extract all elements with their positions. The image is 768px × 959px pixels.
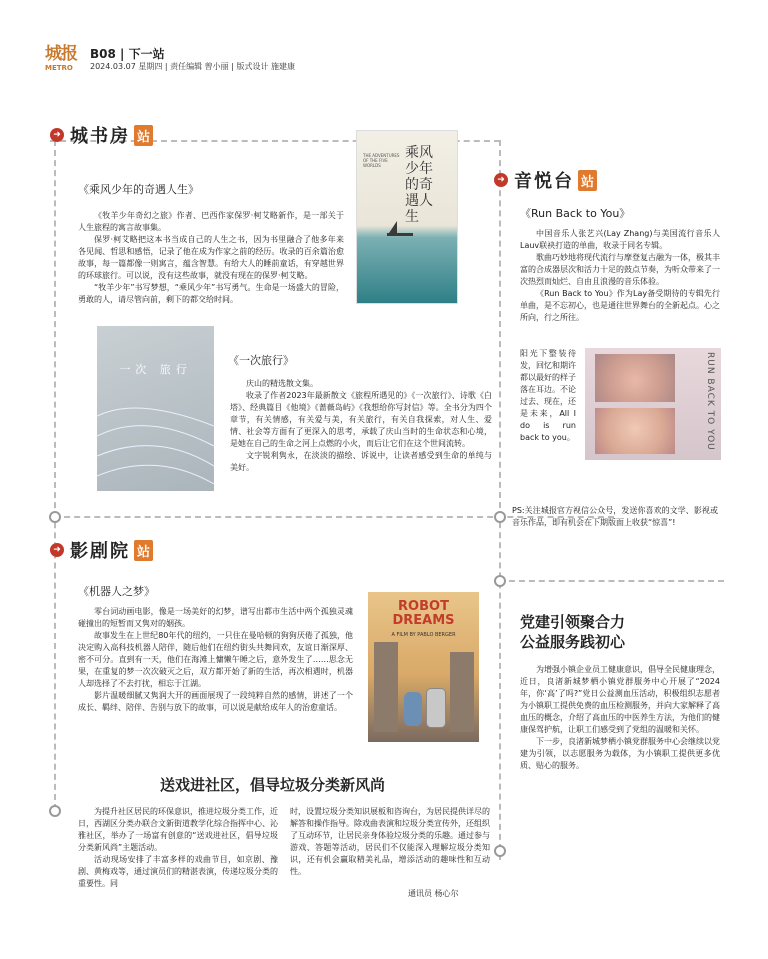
book-title: 《乘风少年的奇遇人生》 xyxy=(78,183,199,196)
building-silhouette xyxy=(450,652,474,732)
section-title: 音悦台 xyxy=(514,171,574,192)
route-line-right xyxy=(499,580,724,582)
building-silhouette xyxy=(374,642,398,732)
route-line-mid xyxy=(499,140,501,860)
film-title: 《机器人之梦》 xyxy=(78,585,155,598)
route-node xyxy=(494,511,506,523)
route-node xyxy=(49,511,61,523)
arrow-right-icon: ➜ xyxy=(50,128,64,142)
newspaper-logo xyxy=(45,44,85,74)
cover-cn-title: 乘风少年的奇遇人生 xyxy=(405,145,433,225)
song-title: 《Run Back to You》 xyxy=(520,207,631,220)
page-title: B08 | 下一站 xyxy=(90,47,165,61)
article-byline: 通讯员 杨心尔 xyxy=(408,889,459,898)
logo-en: METRO xyxy=(45,64,73,72)
station-badge: 站 xyxy=(134,125,153,146)
article-col-2: 时，设置垃圾分类知识展板和咨询台，为居民提供详尽的解答和操作指导。除戏曲表演和垃圾分类宣传外，还组织了互动环节，让居民亲身体验垃圾分类的乐趣。通过参与游戏、答题等活动，居民们不仅能深入理解垃圾分类知识，还有机会赢取精美礼品，增添活动的趣味性和互动性。 xyxy=(290,807,490,876)
music-section-header xyxy=(494,167,597,193)
book-description: 《牧羊少年奇幻之旅》作者、巴西作家保罗·柯艾略新作，是一部关于人生旅程的寓言故事集。 保罗·柯艾略把这本书当成自己的人生之书，因为书里融合了他多年来各见闻、哲思和感悟，记录了他在成为作家之前的经历。收录的百余篇治愈故事，每一篇都像一则寓言，蕴含智慧。有给大人的睡前童话，有穿越世界的环球旅行。可以说，没有这些故事，就没有现在的保罗·柯艾略。 “牧羊少年”书写梦想，“乘风少年”书写勇气。生命是一场盛大的冒险，勇敢的人，请尽管向前，剩下的都交给时间。 xyxy=(78,211,344,304)
song-side-text: 阳光下整装待发，回忆和期许都以最好的样子落在耳边。不论过去、现在，还是未来，All I do is run back to you。 xyxy=(520,349,576,442)
dog-character-icon xyxy=(404,692,422,726)
route-line-left xyxy=(54,140,56,810)
book-cover-image xyxy=(356,130,458,304)
route-node xyxy=(49,805,61,817)
logo-cn: 城报 xyxy=(45,44,77,64)
poster-title: ROBOT DREAMS xyxy=(392,599,455,628)
film-description: 零台词动画电影，像是一场美好的幻梦，谱写出都市生活中两个孤独灵魂碰撞出的短暂而又隽对的姻孩。 故事发生在上世纪80年代的纽约，一只住在曼哈顿的狗狗厌倦了孤独，他决定购入高科技机器人陪伴，随后他们在纽约街头共舞同欢，友谊日渐深厚、密不可分。直到有一天，他们在海滩上慵懒午睡之后，意外发生了……思念无果，在重复的梦一次次破灭之后，双方都开始了新的生活，再次相遇时，机器人却选择了不去打扰，相忘于江湖。 影片温暖细腻又隽润大开的画面展现了一段纯粹自然的感情，讲述了一个成长、羁绊、陪伴、告别与放下的故事，可以说是献给成年人的治愈童话。 xyxy=(78,607,353,712)
arrow-right-icon: ➜ xyxy=(494,173,508,187)
face-image xyxy=(595,354,675,402)
robot-character-icon xyxy=(426,688,446,728)
film-poster-image xyxy=(368,592,479,742)
article-body: 为增强小镇企业员工健康意识，倡导全民健康理念，近日，良渚新城梦栖小镇党群服务中心开展了“2024年，你‘高’了吗?”党日公益测血压活动，积极组织志愿者为小镇职工提供免费的血压检测服务，并向大家解释了高血压的概念，介绍了高血压的中医养生方法，为他们的健康保驾护航，让职工们感受到了党组的温暖和关怀。 下一步，良渚新城梦栖小镇党群服务中心会继续以党建为引领，以志愿服务为载体，为小镇职工提供更多优质、贴心的服务。 xyxy=(520,665,720,770)
cover-cn-title: 一次 旅行 xyxy=(119,363,192,376)
article-headline: 党建引领聚合力 公益服务践初心 xyxy=(520,613,626,651)
poster-subtitle: A FILM BY PABLO BERGER xyxy=(391,632,456,638)
arrow-right-icon: ➜ xyxy=(50,543,64,557)
album-vertical-text: RUN BACK TO YOU xyxy=(705,352,715,451)
station-badge: 站 xyxy=(134,540,153,561)
article-headline: 送戏进社区，倡导垃圾分类新风尚 xyxy=(160,776,386,794)
book-description: 庆山的精选散文集。 收录了作者2023年最新散文《旅程所遇见的》《一次旅行》、诗歌《白塔》、经典篇目《他境》《蔷薇岛屿》《我想给你写封信》等。全书分为四个章节，有关情感，有关爱与美，有关旅行，有关自我探索，对人生、爱情、社会等方面有了更深入的思考，承载了庆山当时的生命状态和心境，是她在自己的生命之河上点燃的小火，而后让它们在这个世间流转。 文字锐利隽永，在淡淡的描绘、诉说中，让读者感受到生命的单纯与美好。 xyxy=(230,379,492,472)
route-node xyxy=(494,845,506,857)
article-col-1: 为提升社区居民的环保意识，推进垃圾分类工作，近日，西湖区分类办联合文新街道教学化综合指挥中心、沁雅社区，举办了一场富有创意的“送戏进社区，倡导垃圾分类新风尚”主题活动。 活动现场安排了丰富多样的戏曲节目，如京剧、豫剧、黄梅戏等，通过演员们的精湛表演，传递垃圾分类的重要性。同 xyxy=(78,807,278,888)
station-badge: 站 xyxy=(578,170,597,191)
book-section-header xyxy=(50,122,153,148)
film-section-header xyxy=(50,537,153,563)
cover-en-text: THE ADVENTURES OF THE FIVE WORLDS xyxy=(363,153,400,168)
contour-lines-decoration xyxy=(97,386,214,486)
page-meta: 2024.03.07 星期四 | 责任编辑 曾小丽 | 版式设计 施建康 xyxy=(90,62,295,71)
book-title: 《一次旅行》 xyxy=(228,354,294,367)
section-title: 影剧院 xyxy=(70,541,130,562)
section-title: 城书房 xyxy=(70,126,130,147)
face-image xyxy=(595,408,675,454)
boat-icon xyxy=(385,219,415,239)
book-cover-image xyxy=(97,326,214,491)
route-node xyxy=(494,575,506,587)
ps-note: PS:关注城报官方视信公众号，发送你喜欢的文学、影视或音乐作品，即有机会在下期版面上收获“惊喜”! xyxy=(512,506,718,527)
song-description: 中国音乐人张艺兴(Lay Zhang)与美国流行音乐人Lauv联袂打造的单曲，收录于同名专辑。 歌曲巧妙地将现代流行与摩登复古融为一体，极其丰富的合成器层次和活力十足的鼓点节奏，为听众带来了一次热烈而灿烂、自由且浪漫的音乐体验。 《Run Back to You》作为Lay备受期待的专辑先行单曲，是不忘初心，也是通往世界舞台的全新起点。心之所向，行之所往。 xyxy=(520,229,720,322)
album-cover-image xyxy=(585,348,721,460)
